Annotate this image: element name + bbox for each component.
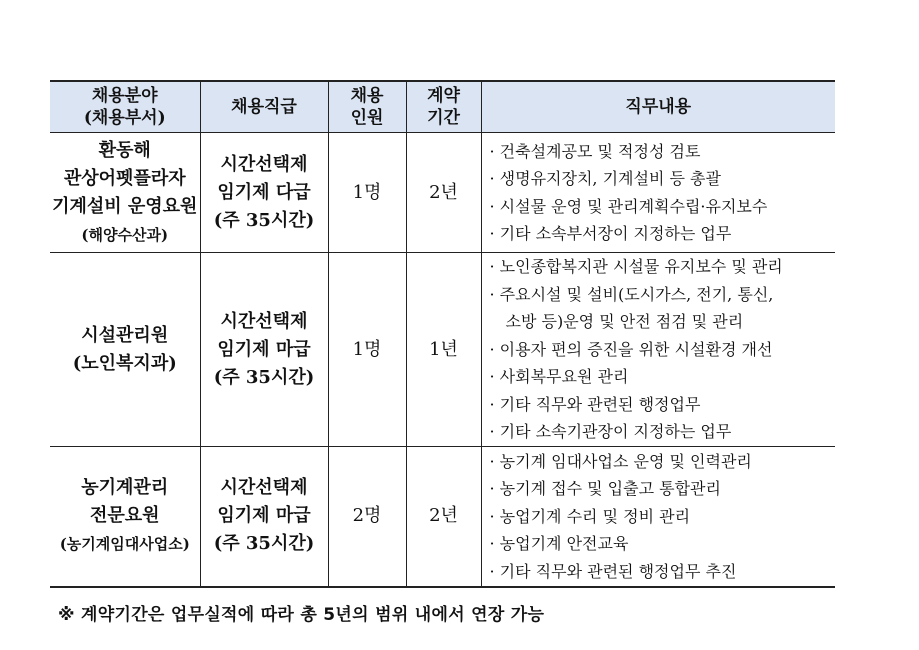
header-term-line2: 기간: [427, 108, 460, 128]
cell-duty: [481, 447, 835, 587]
field-line: 농기계관리: [81, 477, 169, 499]
duty-item: · 사회복무요원 관리: [489, 367, 629, 387]
header-num: [328, 81, 406, 133]
duty-item: · 기타 소속부서장이 지정하는 업무: [489, 224, 732, 243]
duty-item: · 이용자 편의 증진을 위한 시설환경 개선: [489, 339, 773, 359]
cell-grade: [200, 133, 328, 253]
duty-item: · 기타 소속기관장이 지정하는 업무: [489, 422, 732, 442]
table-header-row: [50, 81, 835, 133]
extension-note: ※ 계약기간은 업무실적에 따라 총 5년의 범위 내에서 연장 가능: [58, 605, 545, 625]
duty-item: · 건축설계공모 및 적정성 검토: [489, 141, 701, 161]
grade-line: 임기제 마급: [217, 505, 311, 527]
duty-item: · 기타 직무와 관련된 행정업무 추진: [489, 561, 737, 581]
cell-duty: [481, 133, 835, 253]
grade-line: 시간선택제: [220, 153, 308, 175]
cell-grade: [200, 447, 328, 587]
duty-item: · 농업기계 수리 및 정비 관리: [489, 506, 691, 526]
grade-line: 시간선택제: [220, 310, 308, 332]
recruitment-table: [50, 80, 835, 588]
cell-num: 1명: [328, 133, 406, 253]
cell-term: 2년: [406, 133, 481, 253]
grade-line: 임기제 마급: [217, 338, 311, 360]
grade-line: (주 35시간): [213, 209, 315, 231]
cell-field: [50, 253, 200, 447]
grade-line: (주 35시간): [213, 533, 315, 555]
duty-item: · 노인종합복지관 시설물 유지보수 및 관리: [489, 257, 783, 277]
cell-grade: [200, 253, 328, 447]
header-term: [406, 81, 481, 133]
cell-field: [50, 133, 200, 253]
duty-item: · 생명유지장치, 기계설비 등 총괄: [489, 169, 721, 188]
cell-term: 1년: [406, 253, 481, 447]
cell-duty: [481, 253, 835, 447]
header-field-line1: 채용분야: [91, 86, 158, 106]
duty-item: · 농업기계 안전교육: [489, 534, 629, 553]
field-dept: (해양수산과): [81, 225, 169, 244]
duty-list: [482, 253, 836, 446]
header-field-line2: (채용부서): [83, 108, 166, 128]
field-dept: (농기계임대사업소): [59, 535, 190, 554]
grade-line: 임기제 다급: [217, 181, 311, 203]
table-row: [50, 447, 835, 587]
duty-list: [482, 138, 836, 248]
cell-num: 2명: [328, 447, 406, 587]
header-field: [50, 81, 200, 133]
cell-term: 2년: [406, 447, 481, 587]
cell-field: [50, 447, 200, 587]
table-row: [50, 253, 835, 447]
duty-item: · 주요시설 및 설비(도시가스, 전기, 통신,: [489, 284, 774, 304]
duty-item-continued: [490, 308, 836, 336]
grade-line: 시간선택제: [220, 477, 308, 499]
header-grade: 채용직급: [200, 81, 328, 133]
field-dept: (노인복지과): [72, 352, 177, 374]
field-line: 시설관리원: [81, 324, 169, 346]
field-line: 환동해: [98, 139, 151, 161]
field-line: 전문요원: [89, 505, 160, 527]
header-term-line1: 계약: [427, 86, 460, 106]
field-line: 기계설비 운영요원: [52, 195, 198, 217]
cell-num: 1명: [328, 253, 406, 447]
duty-item: · 농기계 접수 및 입출고 통합관리: [489, 479, 721, 498]
header-num-line2: 인원: [350, 108, 384, 128]
table-row: [50, 133, 835, 253]
duty-continuation: 소방 등)운영 및 안전 점검 및 관리: [505, 312, 744, 332]
grade-line: (주 35시간): [213, 366, 315, 388]
header-duty: 직무내용: [481, 81, 835, 133]
duty-item: · 농기계 임대사업소 운영 및 인력관리: [489, 451, 752, 471]
duty-list: [482, 448, 836, 586]
duty-item: · 시설물 운영 및 관리계획수립·유지보수: [489, 196, 768, 216]
duty-item: · 기타 직무와 관련된 행정업무: [489, 394, 701, 414]
header-num-line1: 채용: [350, 86, 384, 106]
field-line: 관상어펫플라자: [63, 167, 186, 189]
